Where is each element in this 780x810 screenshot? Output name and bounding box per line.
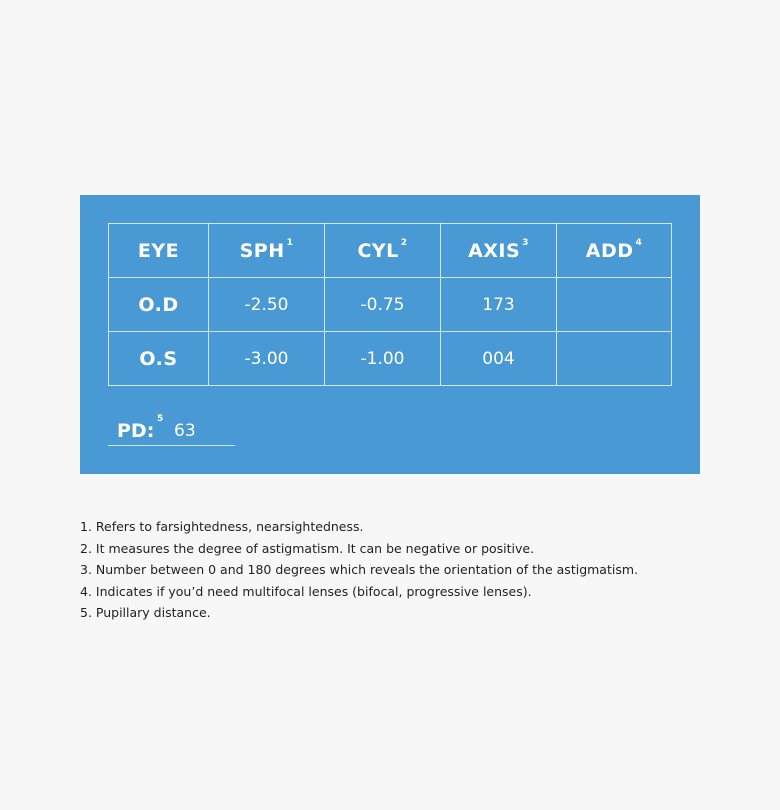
table-row (109, 332, 672, 386)
cyl-value: -0.75 (325, 278, 441, 332)
header-add: ADD $^4$ (557, 224, 672, 278)
footnote-item: 3. Number between 0 and 180 degrees which reveals the orientation of the astigmatism. (80, 562, 639, 577)
footnote-item: 4. Indicates if you’d need multifocal lenses (bifocal, progressive lenses). (80, 583, 532, 599)
add-value (557, 332, 672, 386)
eye-label: O.S (109, 332, 209, 386)
footnote-marker: 5 (157, 414, 164, 424)
footnote-marker: 1 (286, 238, 294, 249)
footnote-marker: 2 (400, 238, 408, 249)
footnotes-list (80, 516, 638, 624)
axis-value: 004 (441, 332, 557, 386)
axis-value: 173 (441, 278, 557, 332)
eye-label: O.D (109, 278, 209, 332)
footnote-marker: 4 (635, 238, 643, 249)
sph-value: -3.00 (209, 332, 325, 386)
pd-label: PD: (117, 420, 155, 442)
table-header-row (109, 224, 672, 278)
cyl-value: -1.00 (325, 332, 441, 386)
footnote-item: 5. Pupillary distance. (80, 605, 211, 620)
table-row (109, 278, 672, 332)
header-eye: EYE (109, 224, 209, 278)
pd-value: 63 (174, 421, 196, 441)
footnote-item: 2. It measures the degree of astigmatism. It can be negative or positive. (80, 540, 535, 556)
footnote-marker: 3 (522, 238, 529, 249)
footnote-item: 1. Refers to farsightedness, nearsightedness. (80, 519, 364, 534)
header-sph: SPH $^1$ (209, 224, 325, 278)
add-value (557, 278, 672, 332)
prescription-table (108, 223, 672, 386)
header-cyl: CYL $^2$ (325, 224, 441, 278)
prescription-card (80, 195, 700, 474)
pd-field (108, 414, 235, 446)
header-axis: AXIS $^3$ (441, 224, 557, 278)
sph-value: -2.50 (209, 278, 325, 332)
